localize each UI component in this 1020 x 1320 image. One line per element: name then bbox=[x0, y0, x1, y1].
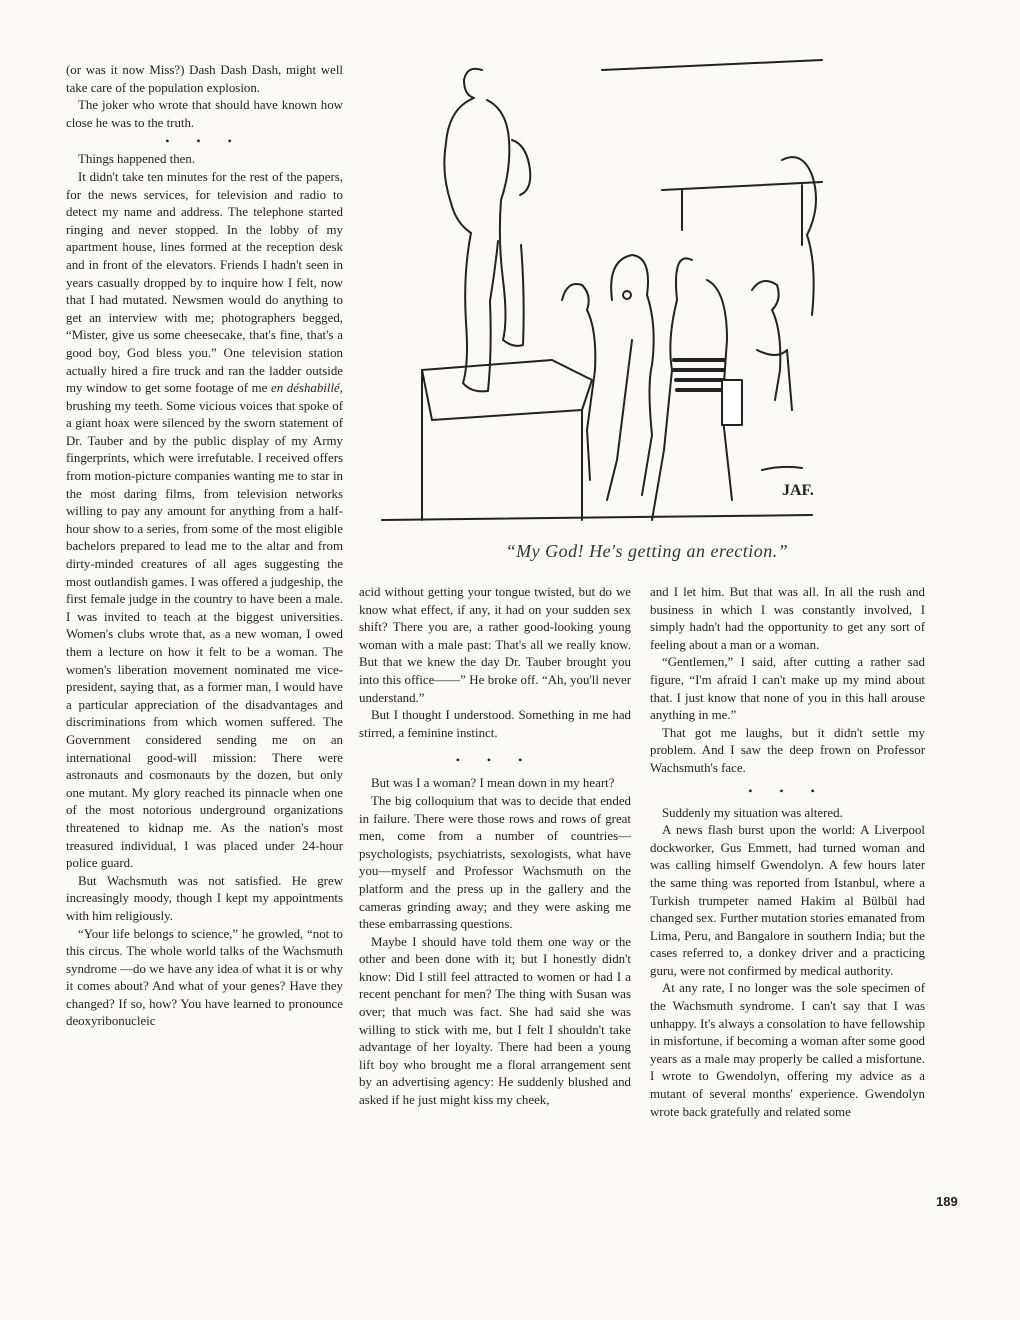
paragraph: and I let him. But that was all. In all the rush and business in which I was constantly involved, I simply hadn't had the opportunity to get any sort of feeling about a man or a woman. bbox=[650, 585, 925, 652]
paragraph: That got me laughs, but it didn't settle my problem. And I saw the deep frown on Professor Wachsmuth's face. bbox=[650, 725, 925, 775]
paragraph: The big colloquium that was to decide that ended in failure. There were those rows and rows of great men, come from a number of countries—psychologists, psychiatrists, sexologists, what have you—myself and Professor Wachsmuth on the platform and the press up in the gallery and the cameras grinding away; and they were asking me these embarrassing questions. bbox=[359, 793, 631, 932]
column-3 bbox=[650, 584, 925, 1121]
paragraph: “Gentlemen,” I said, after cutting a rather sad figure, “I'm afraid I can't make up my mind about that. I just know that none of you in this hall arouse anything in me.” bbox=[650, 655, 925, 723]
paragraph: Things happened then. bbox=[78, 152, 196, 167]
cartoon-illustration bbox=[362, 40, 842, 540]
paragraph: The joker who wrote that should have known how close he was to the truth. bbox=[66, 98, 343, 130]
paragraph: “Your life belongs to science,” he growled, “not to this circus. The whole world talks of the Wachsmuth syndrome —do we have any idea of what it is or why it comes about? And what of your genes? Have they changed? If so, how? You have learned to pronounce deoxyribonucleic bbox=[66, 926, 343, 1029]
page-number: 189 bbox=[936, 1194, 958, 1209]
paragraph: (or was it now Miss?) Dash Dash Dash, might well take care of the population explosion. bbox=[66, 63, 343, 95]
italic-phrase: en déshabillé, bbox=[271, 381, 343, 396]
column-2 bbox=[359, 584, 631, 1110]
artist-signature: JAF. bbox=[782, 482, 814, 499]
paragraph: Maybe I should have told them one way or the other and been done with it; but I honestly didn't know: Did I still feel attracted to women or had I a recent penchant for men? The thing with Susan was over; that much was fact. She had said she was willing to stick with me, but I felt I shouldn't take advantage of her loyalty. There had been a young lift boy who brought me a floral arrangement sent by an advertising agency: He suddenly blushed and asked if he just might kiss my cheek, bbox=[359, 934, 631, 1108]
section-separator: • • • bbox=[455, 753, 535, 768]
text-run: brushing my teeth. Some vicious voices that spoke of a giant hoax were silenced by the sworn statement of Dr. Tauber and by the public display of my Army fingerprints, which were irrefutable. I received offers from motion-picture companies wanting me to star in the most daring films, from television networks willing to pay any amount for anything from a half-hour show to a series, from some of the most eligible bachelors prepared to lead me to the altar and from dirty-minded creatures of all ages suggesting the most outlandish games. I was offered a judgeship, the first female judge in the country to have been a male. I was invited to teach at the biggest universities. Women's clubs wrote that, as a new woman, I owed them a lecture on how it felt to be a woman. The women's liberation movement nominated me vice-president, saying that, as a former man, I would have a particular appreciation of the disadvantages and discriminations from which women suffered. The Government considered sending me on an international good-will mission: There were astronauts and cosmonauts by the dozen, but only one mutant. My glory reached its pinnacle when one of the most notorious underground organizations threatened to kidnap me. As the nation's most treasured individual, I was placed under 24-hour police guard. bbox=[66, 398, 343, 871]
paragraph: At any rate, I no longer was the sole specimen of the Wachsmuth syndrome. I can't say that I was unhappy. It's always a consolation to have fellowship in misfortune, if becoming a woman after some good years as a male may properly be called a misfortune. I wrote to Gwendolyn, offering my advice as a mutant of several months' experience. Gwendolyn wrote back gratefully and related some bbox=[650, 981, 925, 1119]
paragraph: A news flash burst upon the world: A Liverpool dockworker, Gus Emmett, had turned woman and was calling himself Gwendolyn. A few hours later the same thing was reported from Istanbul, where a Turkish trumpeter named Hakim al Bülbül had changed sex. Further mutation stories emanated from Lima, Peru, and Bangalore in southern India; but the cases referred to, a donkey driver and a practicing guru, were not confirmed by medical authority. bbox=[650, 823, 925, 978]
paragraph bbox=[66, 169, 343, 873]
paragraph: acid without getting your tongue twisted, but do we know what effect, if any, it had on your sudden sex shift? There you are, a rather good-looking young woman with a male past: That's all we really know. But that we knew the day Dr. Tauber brought you into this office——” He broke off. “Ah, you'll never understand.” bbox=[359, 585, 631, 705]
column-1 bbox=[66, 62, 343, 1031]
text-run: It didn't take ten minutes for the rest of the papers, for the news services, for television and radio to detect my name and address. The telephone started ringing and never stopped. In the lobby of my apartment house, lines formed at the reception desk and in front of the elevators. Friends I hadn't seen in years casually dropped by to inquire how I felt, now that I had mutated. Newsmen would do anything to get an interview with me; photographers begged, “Mister, give us some cheesecake, that's fine, that's a good boy, God bless you.” One television station actually hired a fire truck and ran the ladder outside my window to get some footage of me bbox=[66, 169, 343, 396]
paragraph: But was I a woman? I mean down in my heart? bbox=[371, 776, 615, 791]
paragraph: Suddenly my situation was altered. bbox=[662, 805, 843, 820]
section-separator: • • • bbox=[748, 783, 827, 798]
section-separator: • • • bbox=[165, 134, 244, 149]
paragraph: But Wachsmuth was not satisfied. He grew increasingly moody, though I kept my appointments with him religiously. bbox=[66, 873, 343, 923]
paragraph: But I thought I understood. Something in me had stirred, a feminine instinct. bbox=[359, 708, 631, 740]
cartoon-caption: “My God! He's getting an erection.” bbox=[505, 541, 789, 561]
